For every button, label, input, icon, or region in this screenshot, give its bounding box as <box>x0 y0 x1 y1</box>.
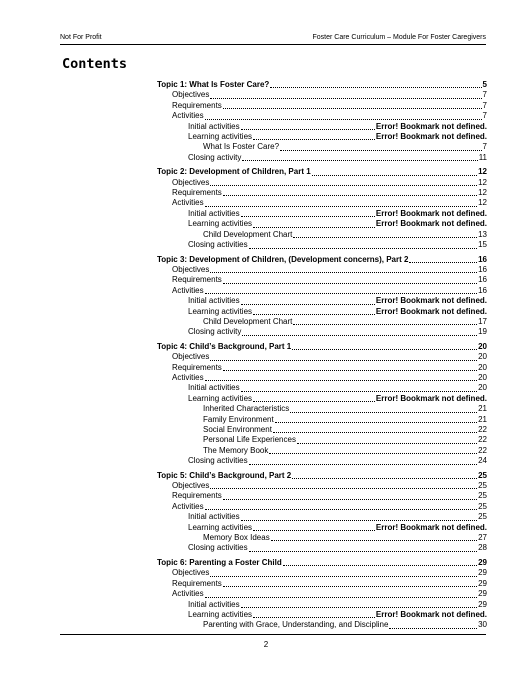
toc-entry-page: 25 <box>478 512 487 522</box>
toc-entry-label: Initial activities <box>188 208 240 218</box>
toc-entry-page: 27 <box>478 533 487 543</box>
footer-rule <box>60 634 486 635</box>
toc-entry-label: What Is Foster Care? <box>203 142 280 152</box>
toc-dot-leader <box>210 488 477 489</box>
toc-entry-page: Error! Bookmark not defined. <box>375 132 487 142</box>
toc-entry[interactable] <box>157 142 487 152</box>
toc-entry-label: Objectives <box>172 177 210 187</box>
toc-dot-leader <box>205 597 478 598</box>
toc-entry[interactable] <box>157 600 487 610</box>
toc-dot-leader <box>210 360 477 361</box>
toc-entry-page: 20 <box>478 352 487 362</box>
toc-entry-page: 20 <box>478 372 487 382</box>
toc-entry-label: Learning activities <box>188 132 253 142</box>
toc-entry-page: 20 <box>478 383 487 393</box>
toc-entry-page: 12 <box>478 167 487 177</box>
toc-dot-leader <box>223 586 477 587</box>
toc-entry-label: Objectives <box>172 352 210 362</box>
toc-dot-leader <box>253 401 375 402</box>
toc-dot-leader <box>389 628 477 629</box>
toc-entry-page: 12 <box>478 177 487 187</box>
toc-entry-page: 30 <box>478 620 487 630</box>
toc-dot-leader <box>290 412 477 413</box>
header-right-text: Foster Care Curriculum – Module For Foster Caregivers <box>312 33 486 41</box>
toc-entry-page: 7 <box>482 111 487 121</box>
toc-entry-page: 12 <box>478 188 487 198</box>
toc-dot-leader <box>205 206 478 207</box>
toc-dot-leader <box>292 349 477 350</box>
toc-entry[interactable] <box>157 373 487 383</box>
toc-entry-label: Personal Life Experiences <box>203 435 296 445</box>
toc-entry[interactable] <box>157 178 487 188</box>
toc-entry-label: Activities <box>172 372 204 382</box>
toc-entry[interactable] <box>157 543 487 553</box>
toc-entry-page: 25 <box>478 501 487 511</box>
toc-topic-entry[interactable] <box>157 167 487 177</box>
toc-entry-page: 7 <box>482 100 487 110</box>
toc-entry-label: Initial activities <box>188 383 240 393</box>
toc-entry-page: 29 <box>478 589 487 599</box>
toc-entry[interactable] <box>157 296 487 306</box>
toc-entry[interactable] <box>157 219 487 229</box>
toc-entry-page: 24 <box>478 456 487 466</box>
toc-entry[interactable] <box>157 523 487 533</box>
toc-entry-page: 22 <box>478 435 487 445</box>
toc-entry-page: 17 <box>478 316 487 326</box>
toc-entry[interactable] <box>157 327 487 337</box>
toc-entry-label: Activities <box>172 285 204 295</box>
toc-entry-page: 7 <box>482 90 487 100</box>
toc-entry-label: The Memory Book <box>203 445 269 455</box>
toc-dot-leader <box>205 293 478 294</box>
toc-entry-label: Topic 6: Parenting a Foster Child <box>157 557 282 567</box>
toc-entry-label: Closing activity <box>188 327 242 337</box>
toc-entry-page: 20 <box>478 341 487 351</box>
toc-entry-label: Initial activities <box>188 512 240 522</box>
toc-entry-page: 12 <box>478 198 487 208</box>
toc-dot-leader <box>293 237 477 238</box>
toc-entry[interactable] <box>157 198 487 208</box>
toc-entry-page: 11 <box>478 152 487 162</box>
toc-entry-page: Error! Bookmark not defined. <box>375 296 487 306</box>
toc-dot-leader <box>253 139 375 140</box>
toc-entry[interactable] <box>157 101 487 111</box>
toc-topic-entry[interactable] <box>157 255 487 265</box>
toc-dot-leader <box>275 422 477 423</box>
toc-entry-page: 5 <box>482 80 487 89</box>
toc-entry-label: Objectives <box>172 264 210 274</box>
toc-entry[interactable] <box>157 502 487 512</box>
toc-dot-leader <box>241 607 478 608</box>
toc-dot-leader <box>253 227 375 228</box>
toc-entry-page: Error! Bookmark not defined. <box>375 393 487 403</box>
toc-dot-leader <box>271 540 477 541</box>
toc-dot-leader <box>242 335 477 336</box>
toc-entry-page: 13 <box>478 229 487 239</box>
toc-entry-page: Error! Bookmark not defined. <box>375 306 487 316</box>
toc-dot-leader <box>241 216 375 217</box>
toc-entry-page: 20 <box>478 362 487 372</box>
toc-entry[interactable] <box>157 481 487 491</box>
toc-entry[interactable] <box>157 363 487 373</box>
toc-entry-page: 16 <box>478 264 487 274</box>
toc-entry-page: 16 <box>478 275 487 285</box>
toc-entry[interactable] <box>157 491 487 501</box>
toc-entry-label: Activities <box>172 501 204 511</box>
toc-topic-entry[interactable] <box>157 80 487 90</box>
page-title: Contents <box>62 56 128 72</box>
toc-entry[interactable] <box>157 533 487 543</box>
page-header <box>60 30 486 44</box>
toc-dot-leader <box>269 453 477 454</box>
toc-entry-page: Error! Bookmark not defined. <box>375 609 487 619</box>
toc-entry-page: 25 <box>478 481 487 491</box>
toc-entry-page: 22 <box>478 425 487 434</box>
toc-entry[interactable] <box>157 90 487 100</box>
toc-entry-page: 19 <box>478 327 487 337</box>
toc-dot-leader <box>241 520 478 521</box>
toc-entry[interactable] <box>157 512 487 522</box>
toc-dot-leader <box>210 98 481 99</box>
toc-entry-label: Initial activities <box>188 599 240 609</box>
toc-entry-label: Learning activities <box>188 306 253 316</box>
toc-entry-label: Requirements <box>172 491 222 501</box>
toc-dot-leader <box>210 272 477 273</box>
toc-dot-leader <box>223 499 477 500</box>
toc-entry[interactable] <box>157 568 487 578</box>
toc-dot-leader <box>205 380 478 381</box>
toc-entry[interactable] <box>157 307 487 317</box>
toc-entry-page: 16 <box>478 285 487 295</box>
toc-entry-page: 25 <box>478 470 487 480</box>
toc-entry-label: Learning activities <box>188 393 253 403</box>
toc-entry[interactable] <box>157 209 487 219</box>
toc-entry-label: Social Environment <box>203 425 272 434</box>
toc-dot-leader <box>205 119 482 120</box>
toc-dot-leader <box>409 262 477 263</box>
toc-entry[interactable] <box>157 111 487 121</box>
toc-entry-label: Requirements <box>172 188 222 198</box>
toc-entry-page: Error! Bookmark not defined. <box>375 121 487 131</box>
toc-entry-label: Topic 3: Development of Children, (Development concerns), Part 2 <box>157 254 409 264</box>
page-number: 2 <box>263 640 269 649</box>
toc-entry[interactable] <box>157 620 487 630</box>
toc-entry-label: Requirements <box>172 275 222 285</box>
toc-entry-label: Child Development Chart <box>203 229 293 239</box>
toc-entry-page: 15 <box>478 240 487 250</box>
toc-entry-label: Closing activities <box>188 543 248 553</box>
toc-dot-leader <box>241 304 375 305</box>
toc-entry-page: 22 <box>478 445 487 455</box>
toc-entry[interactable] <box>157 275 487 285</box>
toc-entry-label: Objectives <box>172 90 210 100</box>
toc-entry-label: Initial activities <box>188 296 240 306</box>
toc-dot-leader <box>210 576 477 577</box>
toc-entry-label: Learning activities <box>188 609 253 619</box>
toc-dot-leader <box>249 248 478 249</box>
toc-dot-leader <box>297 443 477 444</box>
toc-dot-leader <box>223 370 477 371</box>
toc-entry-page: 25 <box>478 491 487 501</box>
toc-entry[interactable] <box>157 132 487 142</box>
toc-entry-label: Family Environment <box>203 414 274 424</box>
toc-entry-label: Inherited Characteristics <box>203 404 290 414</box>
toc-entry[interactable] <box>157 394 487 404</box>
toc-dot-leader <box>223 195 477 196</box>
toc-entry[interactable] <box>157 317 487 327</box>
toc-dot-leader <box>223 108 482 109</box>
toc-dot-leader <box>242 160 477 161</box>
toc-dot-leader <box>253 530 375 531</box>
toc-entry-label: Initial activities <box>188 121 240 131</box>
toc-entry-label: Child Development Chart <box>203 316 293 326</box>
toc-entry[interactable] <box>157 456 487 466</box>
toc-dot-leader <box>241 129 375 130</box>
toc-entry[interactable] <box>157 230 487 240</box>
toc-entry[interactable] <box>157 415 487 425</box>
toc-entry-label: Objectives <box>172 568 210 578</box>
toc-dot-leader <box>253 617 375 618</box>
toc-entry-label: Requirements <box>172 362 222 372</box>
toc-entry-label: Topic 1: What Is Foster Care? <box>157 80 270 89</box>
toc-entry-label: Parenting with Grace, Understanding, and Discipline <box>203 620 389 630</box>
toc-entry-page: 29 <box>478 568 487 578</box>
toc-dot-leader <box>241 391 478 392</box>
toc-dot-leader <box>280 150 482 151</box>
toc-entry-page: 21 <box>478 404 487 414</box>
toc-entry-page: 29 <box>478 599 487 609</box>
toc-entry-label: Requirements <box>172 578 222 588</box>
toc-entry[interactable] <box>157 404 487 414</box>
toc-entry-label: Activities <box>172 589 204 599</box>
toc-dot-leader <box>270 87 481 88</box>
toc-entry[interactable] <box>157 383 487 393</box>
toc-entry-page: Error! Bookmark not defined. <box>375 522 487 532</box>
toc-entry[interactable] <box>157 446 487 456</box>
toc-entry-label: Topic 4: Child’s Background, Part 1 <box>157 341 292 351</box>
toc-entry[interactable] <box>157 286 487 296</box>
toc-dot-leader <box>312 175 477 176</box>
toc-entry-label: Topic 5: Child’s Background, Part 2 <box>157 470 292 480</box>
toc-entry[interactable] <box>157 153 487 163</box>
toc-entry-page: Error! Bookmark not defined. <box>375 208 487 218</box>
toc-dot-leader <box>223 283 477 284</box>
toc-entry[interactable] <box>157 579 487 589</box>
toc-dot-leader <box>253 314 375 315</box>
toc-topic-entry[interactable] <box>157 342 487 352</box>
toc-entry[interactable] <box>157 435 487 445</box>
toc-entry-label: Activities <box>172 198 204 208</box>
header-left-text: Not For Profit <box>60 33 102 41</box>
toc-entry[interactable] <box>157 352 487 362</box>
toc-entry-label: Activities <box>172 111 204 121</box>
toc-dot-leader <box>249 551 478 552</box>
toc-entry-label: Memory Box Ideas <box>203 533 270 543</box>
toc-entry-label: Learning activities <box>188 522 253 532</box>
table-of-contents <box>157 80 487 631</box>
toc-entry-label: Closing activity <box>188 152 242 162</box>
toc-entry-label: Closing activities <box>188 456 248 466</box>
toc-entry[interactable] <box>157 240 487 250</box>
toc-topic-entry[interactable] <box>157 471 487 481</box>
toc-entry-page: 16 <box>478 254 487 264</box>
toc-entry-label: Closing activities <box>188 240 248 250</box>
toc-entry-page: 28 <box>478 543 487 553</box>
toc-entry[interactable] <box>157 188 487 198</box>
toc-entry[interactable] <box>157 265 487 275</box>
toc-dot-leader <box>205 509 478 510</box>
toc-entry[interactable] <box>157 589 487 599</box>
toc-entry-label: Objectives <box>172 481 210 491</box>
toc-entry-page: 29 <box>478 557 487 567</box>
toc-entry[interactable] <box>157 122 487 132</box>
toc-entry-page: 29 <box>478 578 487 588</box>
toc-dot-leader <box>273 432 477 433</box>
toc-dot-leader <box>249 464 478 465</box>
toc-entry[interactable] <box>157 425 487 435</box>
toc-dot-leader <box>283 565 477 566</box>
toc-entry-page: 21 <box>478 414 487 424</box>
toc-dot-leader <box>210 185 477 186</box>
toc-dot-leader <box>292 478 477 479</box>
toc-entry-page: Error! Bookmark not defined. <box>375 219 487 229</box>
toc-entry-label: Topic 2: Development of Children, Part 1 <box>157 167 311 177</box>
toc-entry-label: Learning activities <box>188 219 253 229</box>
toc-entry-label: Requirements <box>172 100 222 110</box>
toc-dot-leader <box>293 324 477 325</box>
header-rule <box>60 44 486 45</box>
toc-entry-page: 7 <box>482 142 487 152</box>
toc-entry[interactable] <box>157 610 487 620</box>
toc-topic-entry[interactable] <box>157 558 487 568</box>
